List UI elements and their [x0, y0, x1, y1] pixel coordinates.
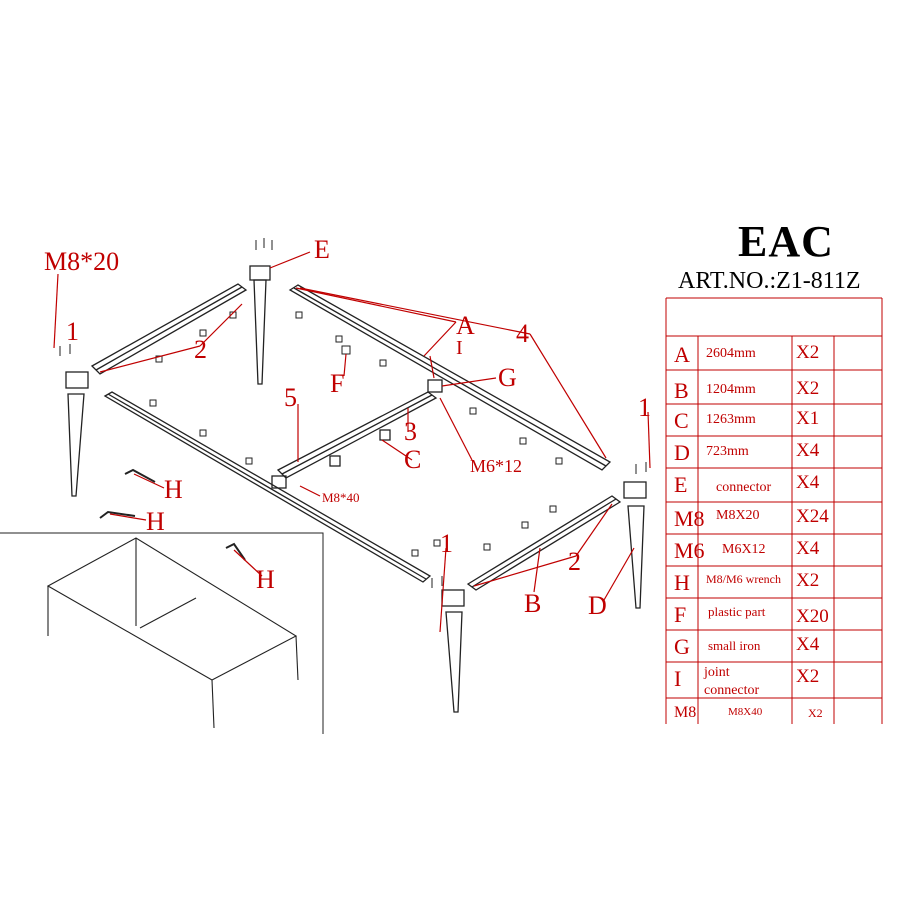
callout-one-mid: 1 [440, 529, 453, 558]
front-long-rail [105, 392, 430, 582]
callout-m6x12: M6*12 [470, 456, 523, 476]
part-desc: M6X12 [722, 542, 766, 557]
part-qty: X4 [796, 634, 820, 655]
part-qty: X1 [796, 408, 820, 429]
part-qty: X2 [796, 570, 820, 591]
callout-h3: H [256, 565, 275, 594]
part-qty: X2 [796, 666, 820, 687]
plastic-parts [150, 312, 562, 556]
callout-two-top: 2 [194, 335, 207, 364]
part-key: M6 [674, 538, 705, 563]
part-key: I [674, 666, 682, 691]
part-desc: 1263mm [706, 412, 756, 427]
part-desc: plastic part [708, 604, 766, 619]
part-key: H [674, 570, 690, 595]
part-desc: connector [716, 480, 772, 495]
part-key: M8 [674, 704, 697, 721]
part-qty: X2 [796, 378, 820, 399]
part-key: C [674, 408, 689, 433]
part-desc: joint connector [704, 665, 760, 698]
callout-two-bottom: 2 [568, 547, 581, 576]
part-desc: M8X40 [728, 706, 763, 718]
part-qty: X4 [796, 538, 820, 559]
callout-m8x20: M8*20 [44, 247, 120, 276]
part-key: E [674, 472, 688, 497]
part-desc: M8/M6 wrench [706, 572, 781, 586]
callout-one-left: 1 [66, 317, 79, 346]
part-qty: X2 [808, 706, 823, 720]
callout-d: D [588, 591, 607, 620]
left-short-rail [92, 284, 246, 374]
part-desc: M8X20 [716, 508, 760, 523]
callout-f: F [330, 369, 345, 398]
part-qty: X24 [796, 506, 829, 527]
callout-a: A [456, 311, 475, 340]
parts-table [666, 298, 882, 724]
leg-right [624, 482, 646, 608]
leg-left [66, 372, 88, 496]
callout-e: E [314, 235, 330, 264]
part-qty: X20 [796, 606, 829, 627]
right-short-rail [468, 496, 620, 590]
callout-one-right: 1 [638, 393, 651, 422]
part-key: B [674, 378, 689, 403]
callout-i: I [456, 337, 463, 359]
part-qty: X2 [796, 342, 820, 363]
part-qty: X4 [796, 472, 820, 493]
callout-m8x40: M8*40 [322, 490, 360, 505]
part-desc: 2604mm [706, 346, 756, 361]
brand-title: EAC [738, 217, 834, 266]
part-desc: 1204mm [706, 382, 756, 397]
leg-front [442, 590, 464, 712]
callout-c: C [404, 445, 422, 474]
part-key: G [674, 634, 690, 659]
callout-four: 4 [516, 319, 529, 348]
callout-three: 3 [404, 417, 417, 446]
leg-back [250, 266, 270, 384]
callout-five: 5 [284, 383, 297, 412]
part-desc: 723mm [706, 444, 749, 459]
callout-b: B [524, 589, 542, 618]
part-key: A [674, 342, 690, 367]
part-qty: X4 [796, 440, 820, 461]
part-key: M8 [674, 506, 705, 531]
part-desc: small iron [708, 638, 761, 653]
part-key: F [674, 602, 687, 627]
callout-h1: H [164, 475, 183, 504]
part-key: D [674, 440, 690, 465]
callout-h2: H [146, 507, 165, 536]
article-number: ART.NO.:Z1-811Z [678, 268, 861, 294]
callout-g: G [498, 363, 517, 392]
